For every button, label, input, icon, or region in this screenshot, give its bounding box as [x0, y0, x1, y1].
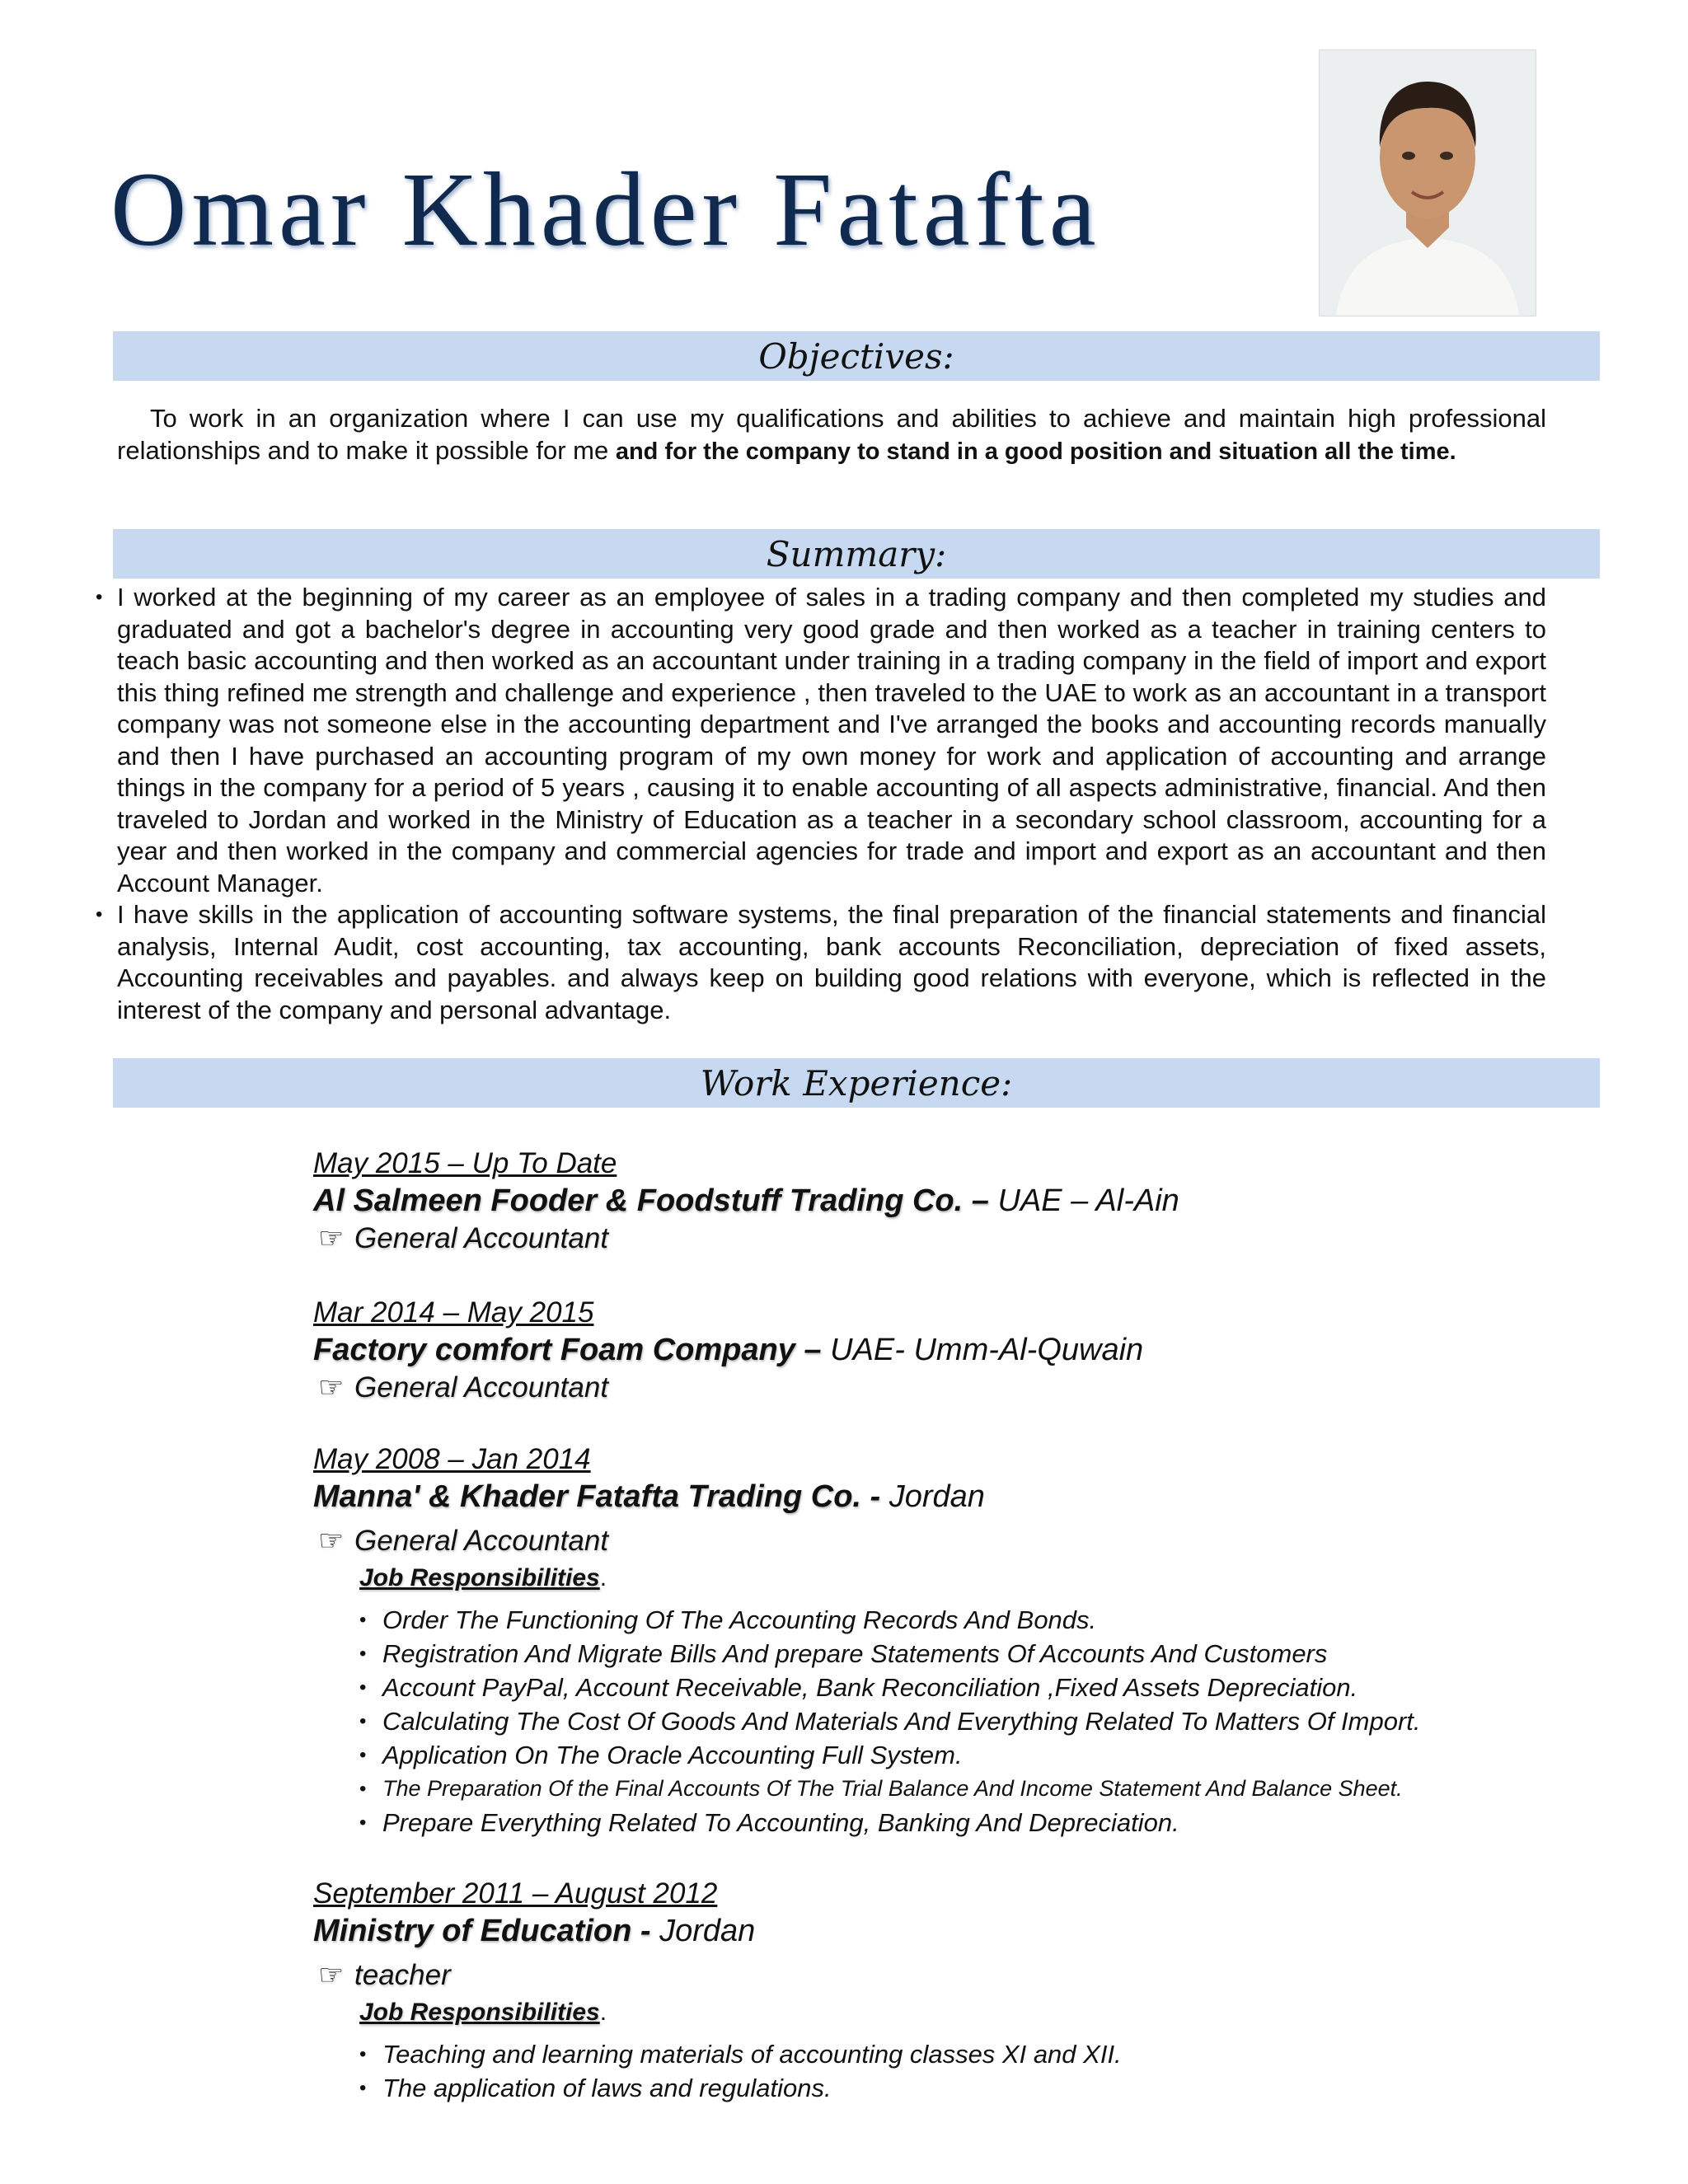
list-item: • Order The Functioning Of The Accounting Records And Bonds. — [359, 1603, 1632, 1637]
job-date: September 2011 – August 2012 — [313, 1877, 718, 1910]
objectives-heading: Objectives: — [758, 335, 954, 377]
list-item: • Calculating The Cost Of Goods And Materials And Everything Related To Matters Of Import. — [359, 1704, 1632, 1738]
pointing-hand-icon: ☞ — [318, 1371, 345, 1404]
job-company: Al Salmeen Fooder & Foodstuff Trading Co. – — [313, 1183, 989, 1218]
job-location: UAE – Al-Ain — [988, 1183, 1179, 1218]
job-company-line — [313, 1182, 1632, 1220]
work-heading-bar — [113, 1058, 1600, 1108]
job-company: Ministry of Education - — [313, 1914, 651, 1948]
job-role-line — [313, 1220, 1632, 1258]
job-company: Factory comfort Foam Company – — [313, 1333, 822, 1367]
job-entry — [313, 1876, 1632, 2105]
job-role-line — [313, 1369, 1632, 1407]
job-location: Jordan — [880, 1479, 985, 1514]
summary-heading: Summary: — [766, 533, 947, 574]
job-company-line — [313, 1478, 1632, 1516]
job-date: May 2015 – Up To Date — [313, 1147, 617, 1179]
candidate-name: Omar Khader Fatafta — [110, 151, 1101, 268]
objectives-text-regular: To work in an organization where I can use my qualifications and abilities to achieve and maintain high professional relationships and to make it possible for me — [117, 404, 1546, 465]
job-location: UAE- Umm-Al-Quwain — [821, 1333, 1144, 1367]
list-item: • The Preparation Of the Final Accounts Of The Trial Balance And Income Statement And Balance Sheet. — [359, 1772, 1632, 1806]
summary-item: • I have skills in the application of accounting software systems, the final preparation of the financial statements and financial analysis, Internal Audit, cost accounting, tax accounting, bank accounts Reconciliation, depreciation of fixed assets, Accounting receivables and payables. and always keep on building good relations with everyone, which is reflected in the interest of the company and personal advantage. — [91, 899, 1546, 1026]
job-entry — [313, 1295, 1632, 1407]
job-responsibilities-heading: Job Responsibilities. — [359, 1564, 607, 1591]
objectives-heading-bar — [113, 331, 1600, 381]
objectives-text-bold: and for the company to stand in a good position and situation all the time. — [615, 438, 1456, 465]
list-item: • The application of laws and regulations. — [359, 2071, 1632, 2105]
objectives-text — [117, 402, 1546, 468]
job-company-line — [313, 1331, 1632, 1369]
job-role: General Accountant — [354, 1222, 609, 1254]
job-responsibilities-list — [359, 1603, 1632, 1840]
job-responsibilities-list — [359, 2037, 1632, 2105]
list-item: • Application On The Oracle Accounting Full System. — [359, 1738, 1632, 1772]
job-responsibilities-heading: Job Responsibilities. — [359, 1999, 607, 2026]
work-heading: Work Experience: — [700, 1062, 1013, 1104]
job-role: General Accountant — [354, 1525, 609, 1557]
list-item: • Teaching and learning materials of accounting classes XI and XII. — [359, 2037, 1632, 2071]
job-location: Jordan — [650, 1914, 756, 1948]
pointing-hand-icon: ☞ — [318, 1222, 345, 1254]
pointing-hand-icon: ☞ — [318, 1525, 345, 1557]
job-date: Mar 2014 – May 2015 — [313, 1296, 594, 1329]
job-role: teacher — [354, 1959, 451, 1991]
list-item: • Account PayPal, Account Receivable, Bank Reconciliation ,Fixed Assets Depreciation. — [359, 1671, 1632, 1704]
job-company-line — [313, 1912, 1632, 1950]
job-date: May 2008 – Jan 2014 — [313, 1443, 591, 1475]
job-role-line — [313, 1957, 1632, 1994]
profile-photo — [1319, 49, 1536, 316]
summary-list — [91, 582, 1546, 1026]
summary-heading-bar — [113, 529, 1600, 579]
job-role: General Accountant — [354, 1371, 609, 1404]
job-company: Manna' & Khader Fatafta Trading Co. - — [313, 1479, 881, 1514]
list-item: • Registration And Migrate Bills And prepare Statements Of Accounts And Customers — [359, 1637, 1632, 1671]
job-role-line — [313, 1522, 1632, 1560]
summary-item: • I worked at the beginning of my career as an employee of sales in a trading company and then completed my studies and graduated and got a bachelor's degree in accounting very good grade and then worked as a teacher in training centers to teach basic accounting and then worked as an accountant under training in a trading company in the field of import and export this thing refined me strength and challenge and experience , then traveled to the UAE to work as an accountant in a transport company was not someone else in the accounting department and I've arranged the books and accounting records manually and then I have purchased an accounting program of my own money for work and application of accounting and arrange things in the company for a period of 5 years , causing it to enable accounting of all aspects administrative, financial. And then traveled to Jordan and worked in the Ministry of Education as a teacher in a secondary school classroom, accounting for a year and then worked in the company and commercial agencies for trade and import and export as an accountant and then Account Manager. — [91, 582, 1546, 899]
list-item: • Prepare Everything Related To Accounting, Banking And Depreciation. — [359, 1806, 1632, 1840]
job-entry — [313, 1441, 1632, 1840]
pointing-hand-icon: ☞ — [318, 1959, 345, 1991]
job-entry — [313, 1146, 1632, 1258]
